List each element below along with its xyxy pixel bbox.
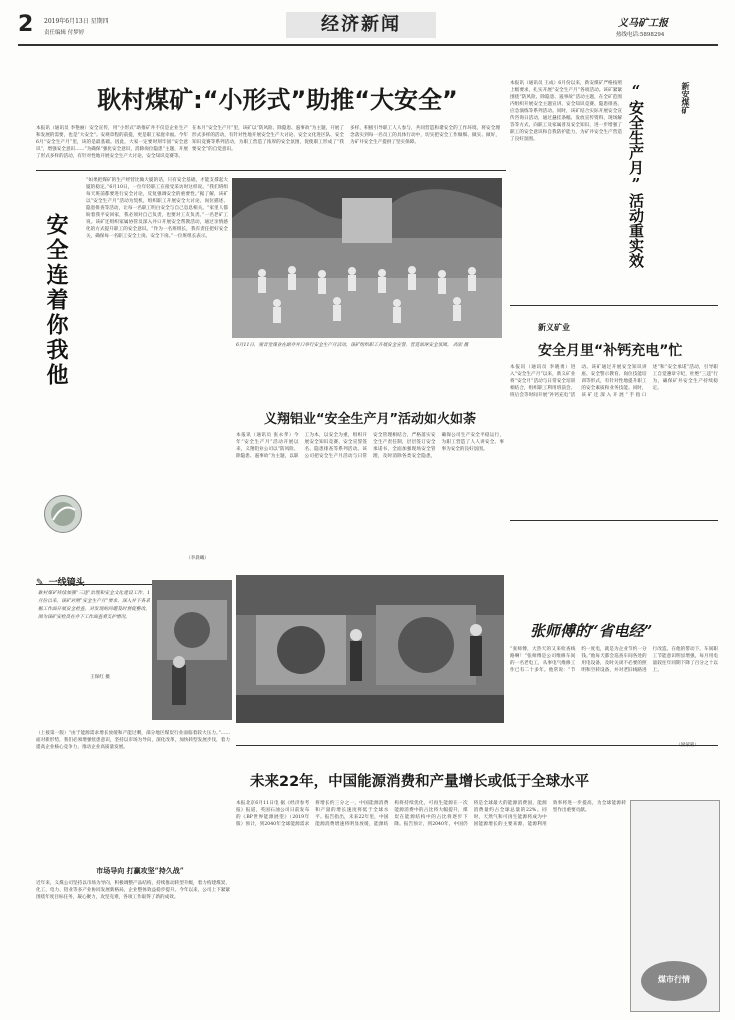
yixiang-headline: 义翔铝业“安全生产月”活动如火如荼	[263, 412, 477, 427]
lower-left-body: （上接第一版）“由于能源需求增长放缓和产能过剩，部分地区煤炭行业面临着较大压力。”……面对新形势，我们必须增强忧患意识，坚持以市场为导向，深化改革，加快转型发展步伐，着力提高企业核心竞争力，推动企业高质量发展。	[36, 731, 230, 750]
zhang-body: “张师傅，大热天的又来检查线路啊！”张师傅是公司维修车间的一名老电工，从事电气维修工作已有二十多年。他常说：“节约一度电，就是为企业节约一分钱。”他每天都会巡查车间各处的用电设备，及时关闭不必要的照明和空转设备，并对老旧线路进行改造。在他的带动下，车间职工节能意识明显增强，每月用电量较往年同期下降了百分之十以上。	[510, 647, 718, 673]
photo-machinery-left	[152, 580, 232, 720]
paper-name: 义马矿工报	[618, 18, 668, 29]
lower-left-body2: 近年来，义煤公司坚持以市场为导向，积极调整产品结构，持续推动转型升级，着力构建煤炭、化工、电力、铝业等多产业协同发展新格局，企业整体效益稳步提升。今年以来，公司上下紧紧围绕年度目标任务，凝心聚力，攻坚克难，各项工作取得了新的成效。	[36, 881, 230, 900]
bottom-badge-circle	[641, 961, 707, 1001]
bottom-badge-text-block	[635, 805, 715, 955]
side-feature-logo	[44, 495, 82, 533]
column-sidebar-body: 耿村煤矿持续加强“三违”治理和安全文化建设工作，1月份以来，该矿对照“安全生产月”要求，深入井下各采掘工作面开展安全检查，对发现的问题及时督促整改。图为该矿安检员在井下工作面查看支护情况。	[38, 591, 150, 620]
header-rule	[18, 44, 718, 46]
zhang-headline: 张师傅的“省电经”	[530, 622, 653, 640]
energy-headline: 未来22年，中国能源消费和产量增长或低于全球水平	[250, 774, 590, 790]
photo1-caption: 6月11日，观音堂煤业在副井井口举行安全生产月活动，该矿组织职工开展安全宣誓，营造浓厚安全氛围。 高宏 摄	[236, 343, 469, 348]
lead-body-right: 多样，积极引导职工人人参与，共同营造和谐安全的工作环境，将安全理念落实到每一名员工的具体行动中，切实把安全工作做细、做实、做好，为矿井安全生产提供了坚实保障。	[350, 126, 500, 145]
xinyi-body: 本报讯（通讯员 李晓勇）进入“安全生产月”以来，新义矿业将“安全月”活动与日常安全培训相结合，组织职工利用班前会、班后会等时间开展“补钙充电”活动。该矿通过开展安全知识讲座、安全警示教育、岗位技能培训等形式，有针对性地提升职工的安全素质和业务技能。同时，该矿还深入开展“手指口述”和“安全承诺”活动，引导职工自觉遵章守纪，杜绝“三违”行为，确保矿井安全生产持续稳定。	[510, 365, 718, 398]
page-number: 2	[18, 12, 34, 37]
lower-left-subhead: 市场导向 打赢攻坚“持久战”	[96, 866, 184, 875]
photo-exercise-square	[232, 178, 502, 338]
right-column-kicker: 新安煤矿	[681, 82, 691, 114]
hotline: 热线电话:5898294	[616, 32, 665, 38]
side-feature-author: （李晨曦）	[186, 556, 209, 561]
lead-rule	[36, 170, 506, 171]
issue-date: 2019年6月13日 星期四	[44, 18, 109, 25]
column-sidebar-author: 王保红 摄	[90, 675, 110, 680]
right-column-rule	[510, 305, 718, 306]
column-label-icon: ✎	[36, 578, 44, 588]
energy-top-rule	[236, 745, 718, 746]
side-feature	[36, 175, 230, 570]
right-column-body: 本报讯（通讯员 王成）6月份以来，新安煤矿严格按照上级要求，扎实开展“安全生产月”各项活动。该矿紧紧围绕“防风险、除隐患、遏事故”活动主题，在全矿范围内组织开展安全主题宣讲、安全知识竞赛、隐患排查、应急演练等系列活动。同时，该矿结合实际开展安全宣传咨询日活动，通过悬挂条幅、发放宣传资料、现场解答等方式，向职工及家属普及安全知识，进一步增强了职工的安全意识和自我防护能力，为矿井安全生产营造了良好氛围。	[510, 81, 622, 142]
column-label-text: 一线镜头	[48, 578, 85, 588]
side-feature-body: “如果把煤矿的生产经营比做大厦的话，只有安全基础，才能支撑起大厦的稳定。”6月10日，一位年轻职工在接受采访时这样说。“我们班组每天班前都要进行安全讨论，反复强调安全的重要性。”据了解，该矿以“安全生产月”活动为契机，组织职工开展安全大讨论、岗位描述、隐患排查等活动，让每一名职工明白安全与自己息息相关。“家里人都盼着我平安回家，我必须对自己负责，也要对工友负责。”一名老矿工说。该矿还组织家属协管员深入井口开展安全帮教活动，通过亲情感化的方式提升职工的安全意识。“作为一名班组长，我有责任把好安全关，确保每一名职工安全上岗、安全下岗。”一位班组长表示。	[86, 178, 228, 239]
xinyi-headline: 安全月里“补钙充电”忙	[538, 343, 683, 359]
lead-body-left: 本报讯（通讯员 李艳丽）安全宣传，用“小形式”助推矿井不仅是企业生产和发展的需要，也是“大安全”。安规章程的前提，更是职工家庭幸福。今年6月“安全生产月”里，该的是最基础。因此，大家一定要时刻牢固“安全意识”，增强安全意识……“为确保“强化安全意识，消除岗位隐患”主题，开展了形式多样的活动，有针对性地开展安全生产大讨论、安全知识竞赛等。	[36, 126, 188, 159]
side-feature-title: 安全连着你我他	[43, 213, 68, 388]
page-header	[18, 8, 718, 44]
section-title: 经济新闻	[286, 12, 436, 38]
yixiang-body: 本报讯（通讯员 张永孝）今年“安全生产月”活动开展以来，义翔铝业公司以“防风险、除隐患、遏事故”为主题，以职工为本，以安全为重，组织开展安全知识竞赛、安全宣誓签名、隐患排查等系列活动。该公司把安全生产月活动与日常安全管理相结合，严格落实安全生产责任制，层层签订安全承诺书，全面加强现场安全管理，及时消除各类安全隐患，确保公司生产安全平稳运行，为职工营造了人人讲安全、事事为安全的良好氛围。	[236, 433, 504, 459]
photo-machinery-center	[236, 575, 504, 723]
energy-body: 本报北京6月11日电 据《经济参考报》报道，英国石油公司日前发布的《BP世界能源展望》（2019年版）预计，到2040年全球能源需求将增长约三分之一，中国能源消费和产量的增长速度将低于全球水平。报告指出，未来22年里，中国能源消费增速将明显放缓，能源结构将持续优化，可再生能源在一次能源消费中的占比将大幅提升，煤炭在能源结构中的占比将逐步下降。报告预计，到2040年，中国仍将是全球最大的能源消费国，能源消费量约占全球总量的22%。同时，天然气和可再生能源将成为中国能源增长的主要来源，能源利用效率将进一步提高，为全球能源转型作出重要贡献。	[236, 801, 626, 827]
bottom-badge-label: 煤市行情	[658, 974, 690, 984]
bottom-badge-box	[630, 800, 720, 1012]
editor-line: 责任编辑 付梦婷	[44, 30, 85, 36]
xinyi-rule	[510, 520, 718, 521]
lead-body-mid: 在本月“安全生产月”里，该矿以“防风险、除隐患、遏事故”为主题，开展了形式多样的活动，有针对性地开展安全生产大讨论、安全文化进区队、安全知识竞赛等系列活动，为职工营造了浓厚的安全氛围，促使职工形成了“我要安全”的自觉意识。	[192, 126, 344, 152]
lead-headline: 耿村煤矿:“小形式”助推“大安全”	[97, 86, 458, 114]
right-column-title: “安全生产月”活动重实效	[627, 82, 645, 268]
xinyi-kicker: 新义矿业	[538, 322, 570, 332]
leaf-logo-icon	[45, 496, 81, 532]
